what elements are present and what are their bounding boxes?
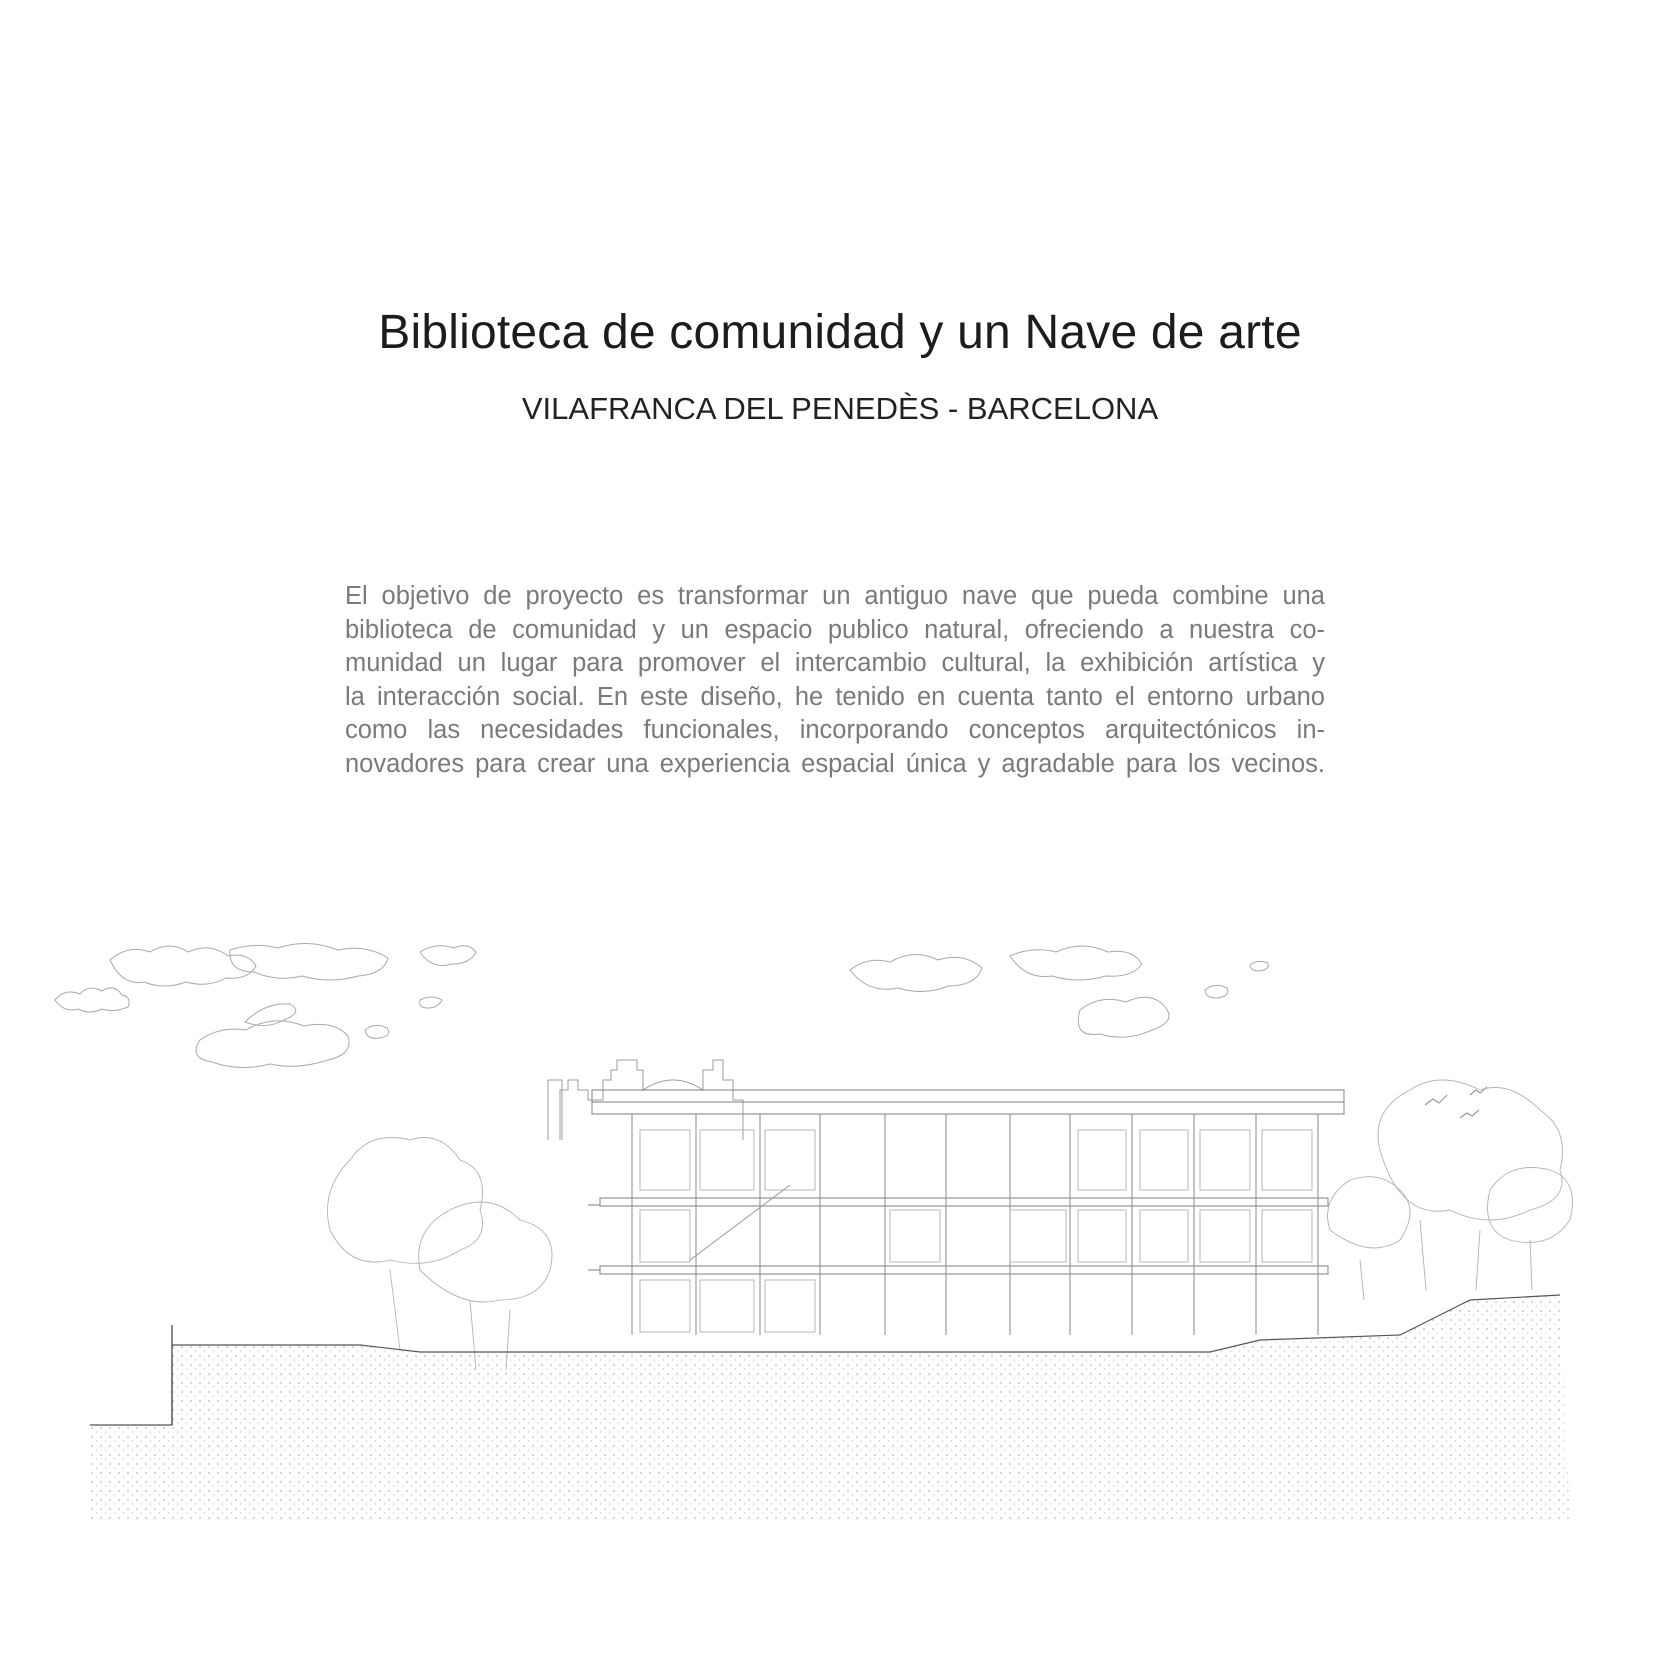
factory-silhouette bbox=[548, 1060, 743, 1140]
building-section bbox=[588, 1090, 1344, 1335]
description-line: biblioteca de comunidad y un espacio publico natural, ofreciendo a nuestra co- bbox=[345, 615, 1325, 644]
cloud-shape bbox=[1205, 985, 1228, 998]
bird-shape bbox=[1425, 1095, 1447, 1105]
description-line: novadores para crear una experiencia espacial única y agradable para los vecinos. bbox=[345, 749, 1325, 778]
windows bbox=[640, 1130, 1312, 1332]
project-description bbox=[345, 580, 1325, 781]
cloud-shape bbox=[1078, 997, 1169, 1037]
description-line: El objetivo de proyecto es transformar un antiguo nave que pueda combine una bbox=[345, 582, 1325, 610]
birds bbox=[1425, 1087, 1487, 1118]
section-drawing bbox=[0, 940, 1653, 1520]
tree-trunk bbox=[1530, 1240, 1532, 1290]
window bbox=[1078, 1130, 1126, 1190]
staircase bbox=[690, 1185, 790, 1260]
clouds bbox=[55, 943, 1268, 1067]
window bbox=[1140, 1130, 1188, 1190]
bird-shape bbox=[1460, 1110, 1479, 1118]
window bbox=[700, 1130, 754, 1190]
description-line: munidad un lugar para promover el intercambio cultural, la exhibición artística y bbox=[345, 649, 1325, 677]
tree-canopy bbox=[1378, 1080, 1563, 1220]
tree-trunk bbox=[1360, 1260, 1364, 1300]
first-floor-slab bbox=[600, 1198, 1328, 1206]
cloud-shape bbox=[1010, 946, 1142, 980]
factory-outline bbox=[560, 1060, 743, 1140]
cloud-shape bbox=[1250, 961, 1268, 971]
tree-canopy bbox=[419, 1202, 552, 1302]
bird-shape bbox=[1470, 1087, 1487, 1095]
window bbox=[1200, 1130, 1250, 1190]
description-line: la interacción social. En este diseño, he tenido en cuenta tanto el entorno urbano bbox=[345, 682, 1325, 711]
cloud-shape bbox=[420, 946, 476, 966]
tree-canopy bbox=[1488, 1168, 1573, 1243]
trees-left bbox=[328, 1138, 553, 1371]
tree-trunk bbox=[1420, 1220, 1426, 1290]
window bbox=[640, 1210, 690, 1262]
cloud-shape bbox=[245, 1004, 296, 1026]
window bbox=[1262, 1210, 1312, 1262]
window bbox=[890, 1210, 940, 1262]
window bbox=[640, 1130, 690, 1190]
cloud-shape bbox=[850, 954, 982, 991]
cloud-shape bbox=[196, 1021, 349, 1068]
window bbox=[765, 1280, 815, 1332]
window bbox=[765, 1130, 815, 1190]
window bbox=[1262, 1130, 1312, 1190]
ground-fill bbox=[90, 1295, 1570, 1520]
tree-trunk bbox=[390, 1270, 400, 1350]
cloud-shape bbox=[55, 988, 129, 1012]
cloud-shape bbox=[420, 997, 442, 1008]
page-title: Biblioteca de comunidad y un Nave de arte bbox=[378, 306, 1302, 359]
columns bbox=[632, 1114, 1318, 1335]
description-line: como las necesidades funcionales, incorporando conceptos arquitectónicos in- bbox=[345, 716, 1325, 744]
window bbox=[700, 1280, 754, 1332]
window bbox=[1010, 1210, 1066, 1262]
ground-floor-slab bbox=[600, 1266, 1328, 1274]
window bbox=[1140, 1210, 1188, 1262]
trees-right bbox=[1328, 1080, 1573, 1300]
window bbox=[1200, 1210, 1250, 1262]
window bbox=[640, 1280, 690, 1332]
window bbox=[1078, 1210, 1126, 1262]
ground bbox=[90, 1295, 1570, 1520]
tree-trunk bbox=[1476, 1230, 1480, 1290]
tree-canopy bbox=[1328, 1177, 1411, 1248]
tree-canopy bbox=[328, 1138, 483, 1264]
cloud-shape bbox=[365, 1025, 389, 1038]
page-subtitle: VILAFRANCA DEL PENEDÈS - BARCELONA bbox=[521, 391, 1159, 426]
